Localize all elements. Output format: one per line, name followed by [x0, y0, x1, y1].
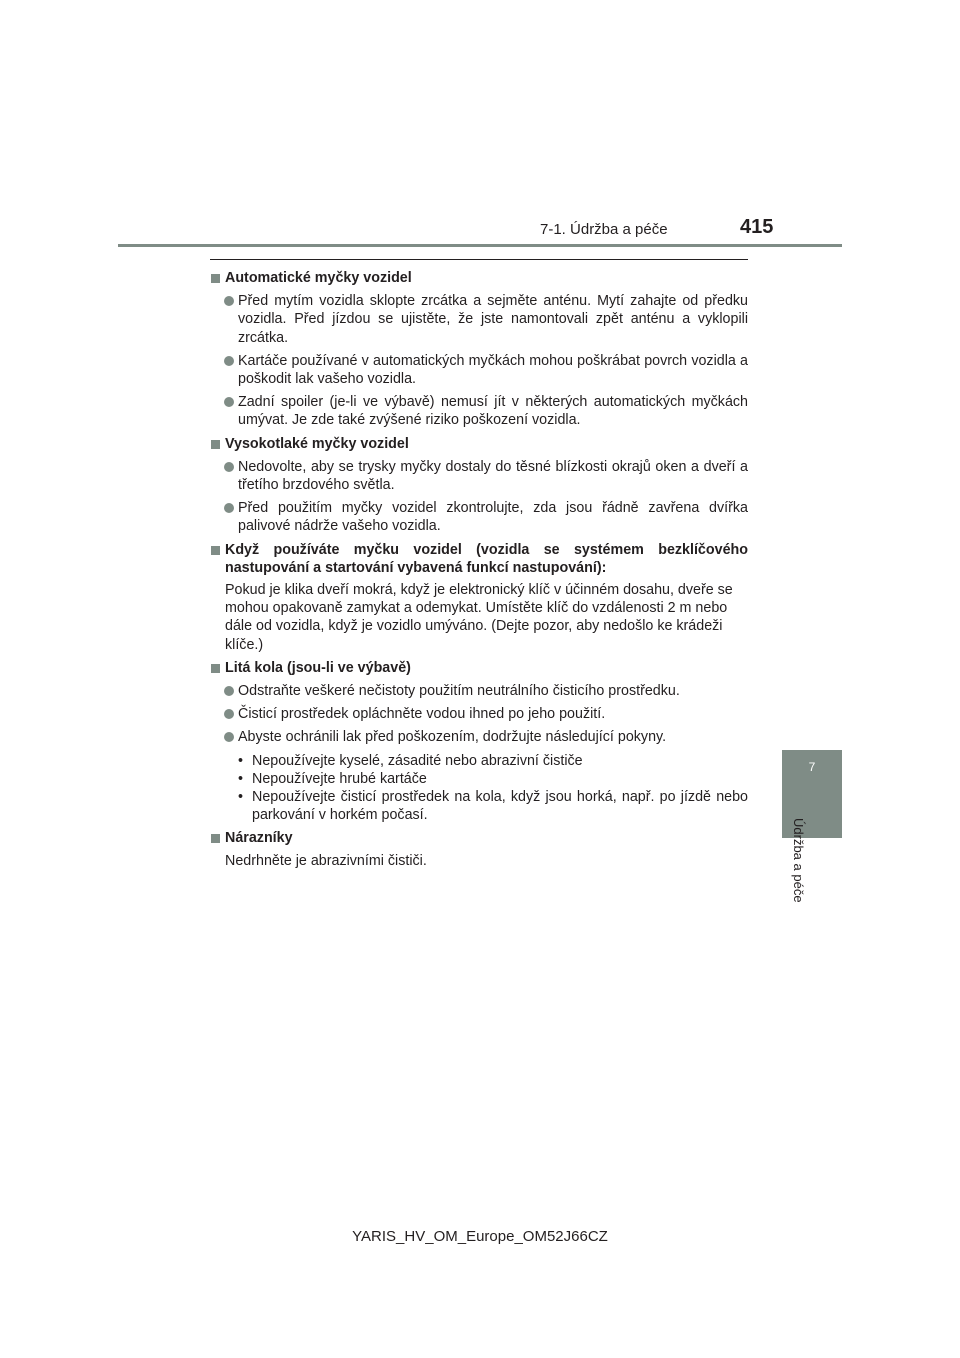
list-item: Čisticí prostředek opláchněte vodou ihned po jeho použití. [210, 705, 748, 723]
section-paragraph: Pokud je klika dveří mokrá, když je elektronický klíč v účinném dosahu, dveře se mohou opakovaně zamykat a odemykat. Umístěte klíč do vzdálenosti 2 m nebo dále od vozidla, když je vozidlo umýváno. (Dejte pozor, aby nedošlo ke krádeži klíče.) [225, 582, 733, 653]
section-heading: Když používáte myčku vozidel (vozidla se systémem bezklíčového nastupování a startování vybavená funkcí nastupování): [210, 541, 748, 577]
square-bullet-icon [211, 834, 220, 843]
square-bullet-icon [211, 664, 220, 673]
section-heading: Nárazníky [210, 829, 748, 847]
section-heading: Litá kola (jsou-li ve výbavě) [210, 659, 748, 677]
chapter-label: Údržba a péče [791, 818, 806, 903]
round-bullet-icon [224, 356, 234, 366]
round-bullet-icon [224, 732, 234, 742]
round-bullet-icon [224, 296, 234, 306]
section-heading: Vysokotlaké myčky vozidel [210, 435, 748, 453]
list-item: Zadní spoiler (je-li ve výbavě) nemusí jít v některých automatických myčkách umývat. Je zde také zvýšené riziko poškození vozidla. [210, 393, 748, 429]
list-item: Nedovolte, aby se trysky myčky dostaly do těsné blízkosti okrajů oken a dveří a třetího brzdového světla. [210, 458, 748, 494]
round-bullet-icon [224, 709, 234, 719]
sub-list-item: • Nepoužívejte kyselé, zásadité nebo abrazivní čističe [238, 752, 583, 769]
content-top-rule [210, 259, 748, 260]
document-code: YARIS_HV_OM_Europe_OM52J66CZ [352, 1228, 608, 1245]
round-bullet-icon [224, 686, 234, 696]
sub-list-item: • Nepoužívejte hrubé kartáče [238, 770, 427, 787]
list-item: Před mytím vozidla sklopte zrcátka a sejměte anténu. Mytí zahajte od předku vozidla. Před jízdou se ujistěte, že jste namontovali zpět anténu a vyklopili zrcátka. [210, 292, 748, 347]
list-item: Odstraňte veškeré nečistoty použitím neutrálního čisticího prostředku. [210, 682, 748, 700]
section-title: 7-1. Údržba a péče [540, 221, 668, 238]
square-bullet-icon [211, 546, 220, 555]
round-bullet-icon [224, 503, 234, 513]
square-bullet-icon [211, 274, 220, 283]
sub-list-item: • Nepoužívejte čisticí prostředek na kola, když jsou horká, např. po jízdě nebo parkování v horkém počasí. [238, 789, 748, 824]
chapter-number: 7 [808, 760, 816, 774]
page-number: 415 [740, 216, 774, 238]
section-paragraph: Nedrhněte je abrazivními čističi. [225, 852, 427, 869]
section-heading: Automatické myčky vozidel [210, 269, 748, 287]
list-item: Kartáče používané v automatických myčkách mohou poškrábat povrch vozidla a poškodit lak vašeho vozidla. [210, 352, 748, 388]
content [210, 265, 748, 870]
round-bullet-icon [224, 462, 234, 472]
round-bullet-icon [224, 397, 234, 407]
sub-list [210, 752, 748, 825]
list-item: Abyste ochránili lak před poškozením, dodržujte následující pokyny. [210, 728, 748, 746]
list-item: Před použitím myčky vozidel zkontrolujte, zda jsou řádně zavřena dvířka palivové nádrže vašeho vozidla. [210, 499, 748, 535]
header-rule [118, 244, 842, 247]
square-bullet-icon [211, 440, 220, 449]
